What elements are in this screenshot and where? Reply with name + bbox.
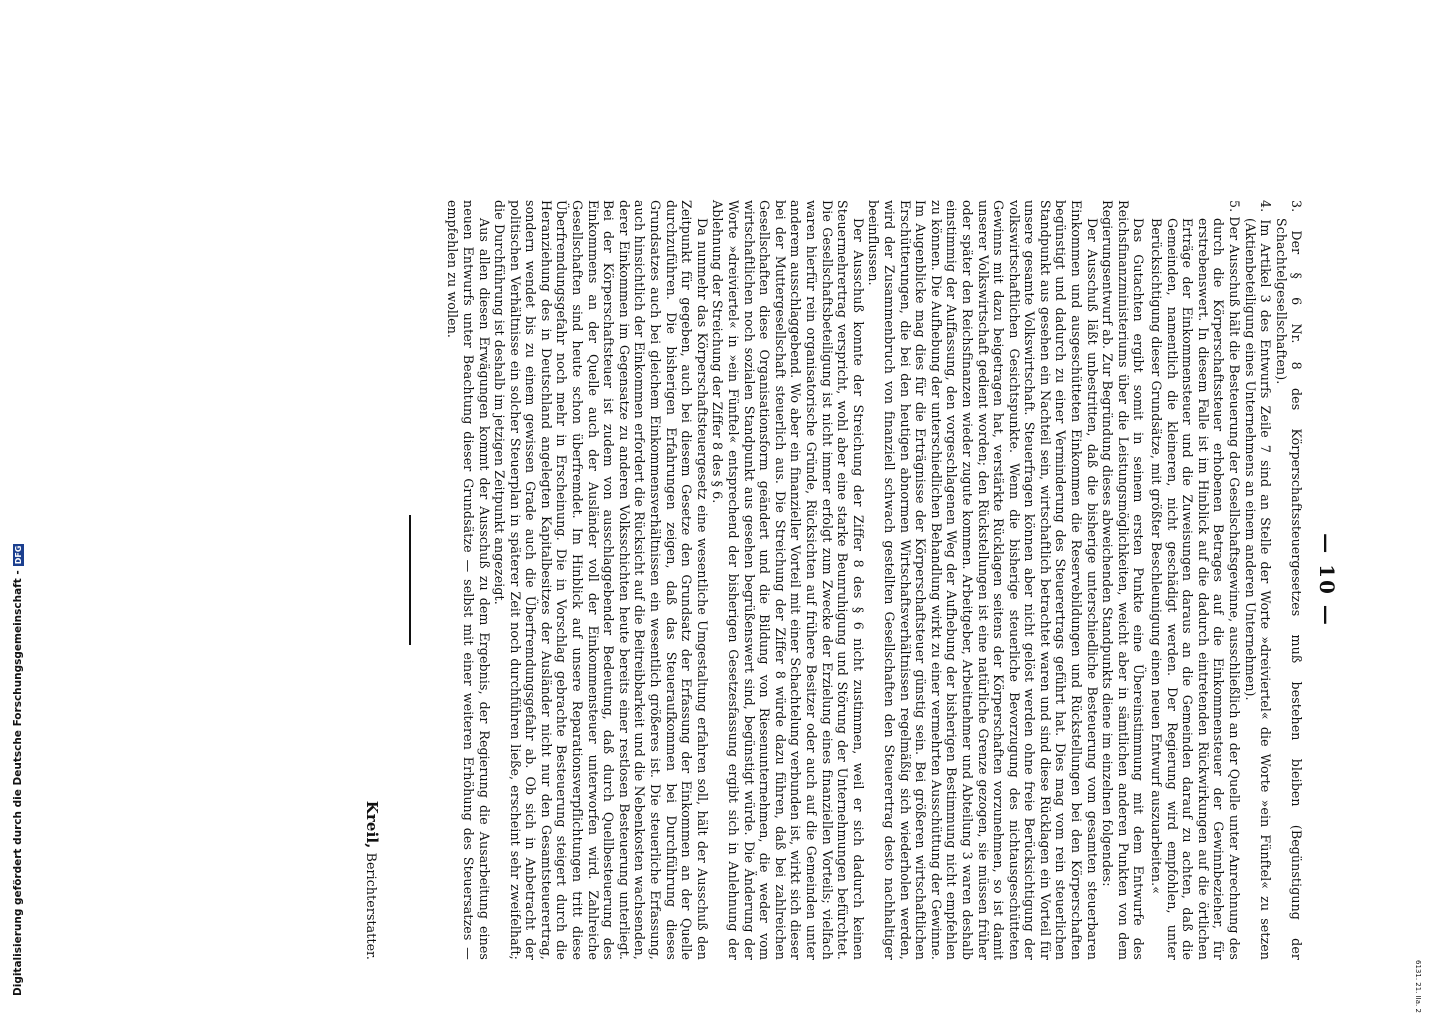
digitization-footer bbox=[12, 544, 24, 996]
paragraph: Der Ausschuß läßt unbestritten, daß die bisherige unterschiedliche Besteuerung vom gesamten steuerbaren Einkommen und ausgeschütteten Einkommen die Reservebildungen und Rückstellungen bei den Körperschaften begünstigt und dadurch zu einer Verminderung des Steuerertrags geführt hat. Dies mag vom rein steuerlichen Standpunkt aus gesehen ein Nachteil sein, wirtschaftlich betrachtet waren und sind diese Rücklagen ein Vorteil für unsere gesamte Volkswirtschaft. Steuerfragen können aber nicht gelöst werden ohne freie Berücksichtigung der volkswirtschaftlichen Gesichtspunkte. Wenn die bisherige steuerliche Bevorzugung des nichtausgeschütteten Gewinns mit dazu beigetragen hat, verstärkte Rücklagen seitens der Körperschaften vorzunehmen, so ist damit unserer Volkswirtschaft gedient worden; den Rückstellungen ist eine natürliche Grenze gezogen, sie müssen früher oder später den Reichsfinanzen wieder zugute kommen. Arbeitgeber, Arbeitnehmer und Abteilung 3 waren deshalb einstimmig der Auffassung, den vorgeschlagenen Weg der Aufhebung der bisherigen Bestimmung nicht empfehlen zu können. Die Aufhebung der unterschiedlichen Behandlung wirkt zu einer vermehrten Ausschüttung der Gewinne. Im Augenblicke mag dies für die Erträgnisse der Körperschaftsteuer günstig sein. Bei größeren wirtschaftlichen Erschütterungen, die bei den heutigen abnormen Wirtschaftsverhältnissen regelmäßig sich wiederholen werden, wird der Zusammenbruch von finanziell schwach gestellten Gesellschaften den Steuerertrag desto nachhaltiger beeinflussen. bbox=[866, 200, 1100, 960]
signature-name: Kreil, bbox=[362, 800, 381, 849]
divider-rule bbox=[409, 515, 411, 645]
paragraph: Da nunmehr das Körperschaftsteuergesetz eine wesentliche Umgestaltung erfahren soll, hält der Ausschuß den Zeitpunkt für gegeben, auch bei diesem Gesetze den Grundsatz der Erfassung der Einkommen an der Quelle durchzuführen. Die bisherigen Erfahrungen zeigen, daß das Steueraufkommen bei Durchführung dieses Grundsatzes auch bei gleichem Einkommensverhältnissen ein wesentlich größeres ist. Die steuerliche Erfassung, auch hinsichtlich der Einkommen erfordert die Rücksicht auf die Beitreibbarkeit und die Nebenkosten wachsenden, derer Einkommen im Gegensatze zu anderen Volksschichten heute bereits einer restlosen Besteuerung unterliegt. Bei der Körperschaftsteuer ist zudem von ausschlaggebender Bedeutung, daß durch Quellbesteuerung des Einkommens an der Quelle auch der Ausländer voll der Einkommensteuer unterworfen wird. Zahlreiche Gesellschaften sind heute schon überfremdet. Im Hinblick auf unsere Reparationsverpflichtungen tritt diese Überfremdungsgefahr noch mehr in Erscheinung. Die in Vorschlag gebrachte Besteuerung steigert durch die Heranziehung des in Deutschland angelegten Kapitalbesitzes der Ausländer nicht nur den Gesamtsteuerertrag, sondern wendet bis zu einem gewissen Grade auch die Überfremdungsgefahr ab. Ob sich in Anbetracht der politischen Verhältnisse ein solcher Steuerplan in späterer Zeit noch durchführen ließe, erscheint sehr zweifelhaft; die Durchführung ist deshalb im jetzigen Zeitpunkt angezeigt. bbox=[492, 200, 710, 960]
signature bbox=[363, 200, 379, 960]
paragraph: Der Ausschuß konnte der Streichung der Ziffer 8 des § 6 nicht zustimmen, weil er sich dadurch keinen Steuermehrertrag verspricht, wohl aber eine starke Beunruhigung und Störung der Unternehmungen befürchtet. Die Gesellschaftsbeteiligung ist nicht immer erfolgt zum Zwecke der Erzielung eines finanziellen Vorteils; vielfach waren hierfür rein organisatorische Gründe, Rücksichten auf frühere Besitzer oder auch auf die Gemeinden unter anderem ausschlaggebend. Wo aber ein finanzieller Vorteil mit einer Schachtelung verbunden ist, wirkt sich dieser bei der Muttergesellschaft steuerlich aus. Die Streichung der Ziffer 8 würde dazu führen, daß bei zahlreichen Gesellschaften diese Organisationsform geändert und die Bildung von Riesenunternehmen, die weder vom wirtschaftlichen noch sozialen Standpunkt aus gesehen begrüßenswert sind, begünstigt würde. Die Änderung der Worte »dreiviertel« in »ein Fünftel« entsprechend der bisherigen Gesetzesfassung ergibt sich in Anlehnung der Ablehnung der Streichung der Ziffer 8 des § 6. bbox=[710, 200, 866, 960]
paragraph: Das Gutachten ergibt somit in seinem ersten Punkte eine Übereinstimmung mit dem Entwurfe des Reichsfinanzministeriums über die Leistungsmöglichkeiten, weicht aber in sämtlichen anderen Punkten von dem Regierungsentwurf ab. Zur Begründung dieses abweichenden Standpunkts diene im einzelnen folgendes: bbox=[1100, 200, 1147, 960]
list-item: 3. Der § 6 Nr. 8 des Körperschaftssteuergesetzes muß bestehen bleiben (Begünstigung der Schachtelgesellschaften). bbox=[1273, 200, 1305, 960]
page-number: — 10 — bbox=[1315, 533, 1339, 627]
rotated-text-block bbox=[362, 200, 1339, 960]
list-item: 5. Der Ausschuß hält die Besteuerung der Gesellschaftsgewinne, ausschließlich an der Quelle unter Anrechnung des durch die Körperschaftssteuer erhobenen Betrages auf die Einkommensteuer der Gewinnbezieher, für erstrebenswert. In diesem Falle ist im Hinblick auf die dadurch eintretenden Rückwirkungen auf die örtlichen Erträge der Einkommensteuer und die Zuweisungen daraus an die Gemeinden darauf zu achten, daß die Gemeinden, namentlich die kleineren, nicht geschädigt werden. Der Regierung wird empfohlen, unter Berücksichtigung dieser Grundsätze, mit größter Beschleunigung einen neuen Entwurf auszuarbeiten.« bbox=[1149, 200, 1243, 960]
signature-role: Berichterstatter. bbox=[363, 852, 379, 960]
footer-text: Digitalisierung gefördert durch die Deutsche Forschungsgemeinschaft - bbox=[12, 570, 24, 996]
dfg-logo-icon: DFG bbox=[13, 545, 23, 565]
list-item: 4. Im Artikel 3 des Entwurfs Zeile 7 sind an Stelle der Worte »dreiviertel« die Worte »ein Fünftel« zu setzen (Aktienbeteiligung eines Unternehmens an einem anderen Unternehmen). bbox=[1242, 200, 1274, 960]
reference-number: 6131. 21. IIa. 2 bbox=[1414, 960, 1422, 1013]
paragraph: Aus allen diesen Erwägungen kommt der Ausschuß zu dem Ergebnis, der Regierung die Ausarbeitung eines neuen Entwurfs unter Beachtung dieser Grundsätze — selbst mit einer weiteren Erhöhung des Steuersatzes — empfehlen zu wollen. bbox=[445, 200, 492, 960]
